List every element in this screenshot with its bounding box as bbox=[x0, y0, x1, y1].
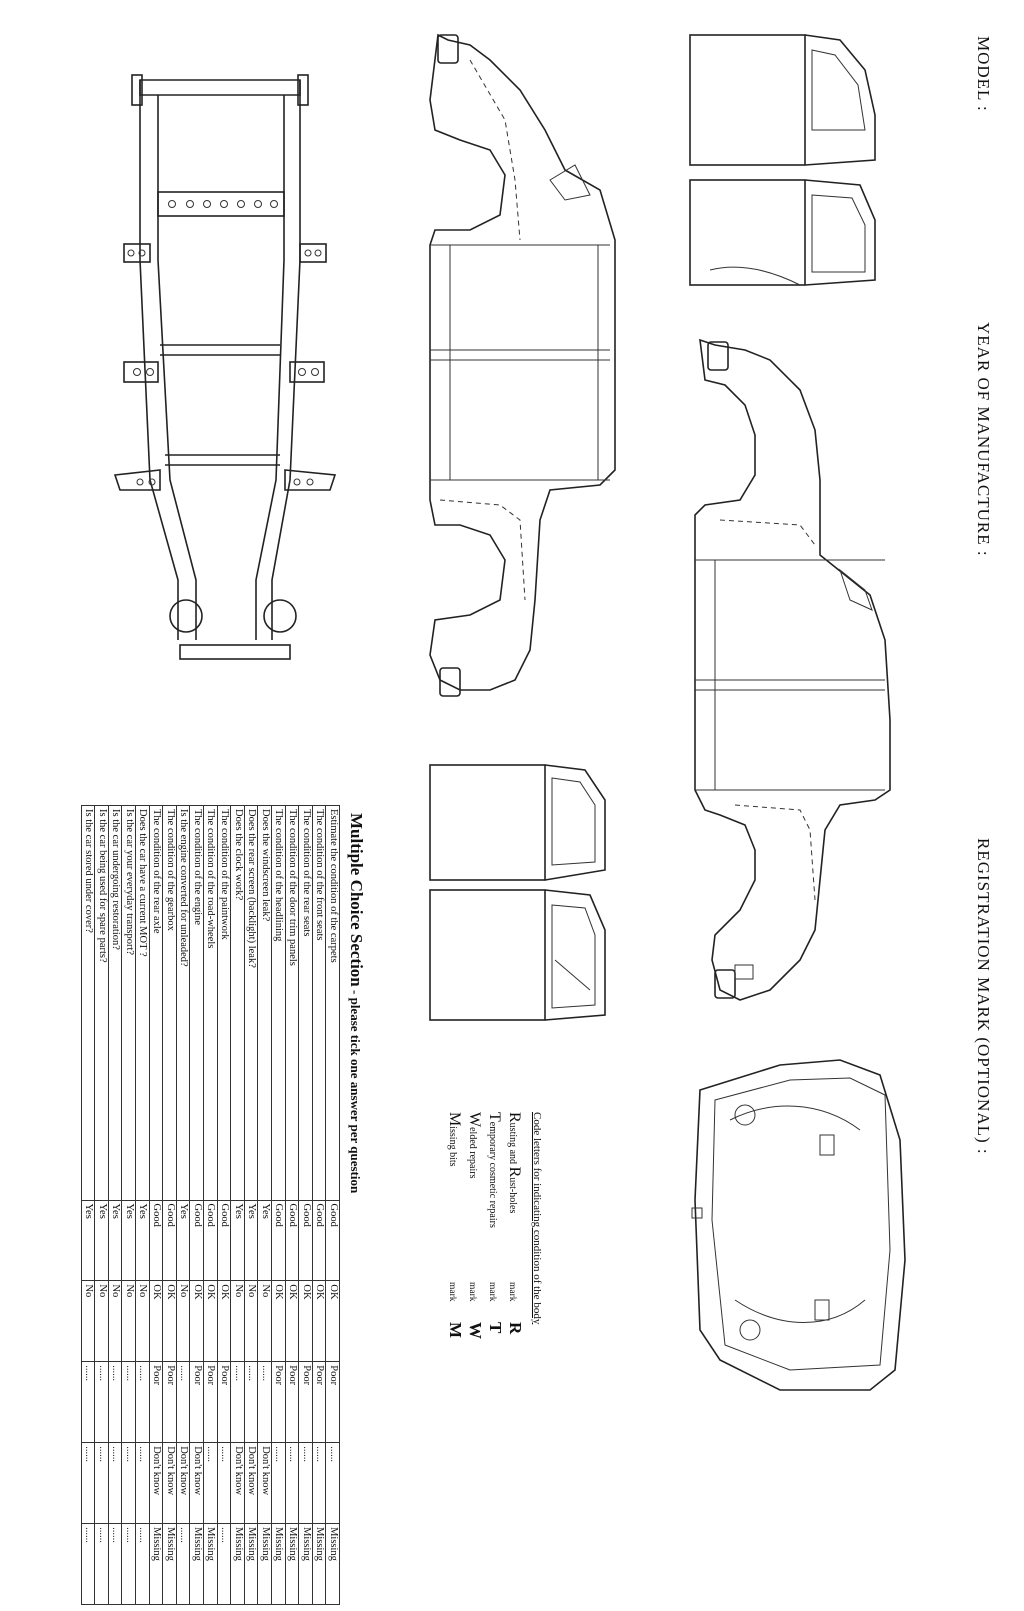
code-label-part: elded repairs bbox=[467, 1127, 478, 1179]
code-label bbox=[485, 1112, 503, 1282]
mc-answer-option[interactable]: Poor bbox=[190, 1362, 204, 1443]
mc-answer-option[interactable]: Yes bbox=[258, 1200, 272, 1281]
mc-answer-option[interactable]: OK bbox=[217, 1281, 231, 1362]
mc-row bbox=[190, 806, 204, 1605]
mc-answer-option[interactable]: ...... bbox=[81, 1362, 95, 1443]
mc-answer-option[interactable]: Poor bbox=[149, 1362, 163, 1443]
door-panels-top bbox=[690, 35, 875, 285]
mc-answer-option[interactable]: ...... bbox=[244, 1362, 258, 1443]
mc-answer-option[interactable]: Good bbox=[312, 1200, 326, 1281]
mc-answer-option[interactable]: Don't know bbox=[190, 1443, 204, 1524]
mc-answer-option[interactable]: Poor bbox=[299, 1362, 313, 1443]
mc-row bbox=[299, 806, 313, 1605]
mc-row bbox=[204, 806, 218, 1605]
mc-answer-option[interactable]: No bbox=[81, 1281, 95, 1362]
registration-mark-label: REGISTRATION MARK (OPTIONAL) : bbox=[974, 838, 993, 1155]
mc-answer-option[interactable]: ...... bbox=[122, 1443, 136, 1524]
mc-answer-option[interactable]: ...... bbox=[108, 1362, 122, 1443]
code-legend-rows bbox=[445, 1112, 525, 1372]
mc-answer-option[interactable]: Missing bbox=[204, 1524, 218, 1605]
mc-answer-option[interactable]: No bbox=[122, 1281, 136, 1362]
mc-answer-option[interactable]: ...... bbox=[299, 1443, 313, 1524]
mc-answer-option[interactable]: Missing bbox=[231, 1524, 245, 1605]
mc-answer-option[interactable]: Don't know bbox=[176, 1443, 190, 1524]
mc-answer-option[interactable]: Poor bbox=[312, 1362, 326, 1443]
mc-answer-option[interactable]: ...... bbox=[122, 1362, 136, 1443]
door-panels-bottom bbox=[430, 765, 605, 1020]
mc-answer-option[interactable]: OK bbox=[149, 1281, 163, 1362]
code-legend-row bbox=[465, 1112, 485, 1372]
mc-answer-option[interactable]: Missing bbox=[244, 1524, 258, 1605]
mc-answer-option[interactable]: Missing bbox=[149, 1524, 163, 1605]
mc-answer-option[interactable]: Yes bbox=[244, 1200, 258, 1281]
mc-answer-option[interactable]: OK bbox=[326, 1281, 340, 1362]
mc-answer-option[interactable]: Good bbox=[190, 1200, 204, 1281]
mc-question: The condition of the rear axle bbox=[149, 806, 163, 1201]
multiple-choice-table bbox=[81, 805, 340, 1605]
model-label: MODEL : bbox=[974, 36, 993, 112]
mc-answer-option[interactable]: ...... bbox=[285, 1443, 299, 1524]
mc-row bbox=[108, 806, 122, 1605]
mc-answer-option[interactable]: OK bbox=[299, 1281, 313, 1362]
mc-question: Is the car undergoing restoration? bbox=[108, 806, 122, 1201]
mc-answer-option[interactable]: Poor bbox=[204, 1362, 218, 1443]
code-label-part: emporary cosmetic repairs bbox=[487, 1121, 498, 1228]
code-legend-row bbox=[485, 1112, 505, 1372]
mc-row bbox=[149, 806, 163, 1605]
mc-answer-option[interactable]: ...... bbox=[136, 1362, 150, 1443]
mc-question: Does the car have a current MOT ? bbox=[136, 806, 150, 1201]
mc-answer-option[interactable]: Missing bbox=[326, 1524, 340, 1605]
mc-answer-option[interactable]: No bbox=[244, 1281, 258, 1362]
mc-answer-option[interactable]: ...... bbox=[326, 1443, 340, 1524]
mc-question: The condition of the gearbox bbox=[163, 806, 177, 1201]
mc-question: The condition of the front seats bbox=[312, 806, 326, 1201]
code-mark-word: mark bbox=[487, 1282, 497, 1302]
mc-answer-option[interactable]: ...... bbox=[312, 1443, 326, 1524]
code-letter: W bbox=[466, 1322, 485, 1339]
mc-answer-option[interactable]: OK bbox=[272, 1281, 286, 1362]
mc-answer-option[interactable]: ...... bbox=[95, 1362, 109, 1443]
mc-answer-option[interactable]: No bbox=[258, 1281, 272, 1362]
mc-answer-option[interactable]: OK bbox=[163, 1281, 177, 1362]
mc-answer-option[interactable]: Good bbox=[299, 1200, 313, 1281]
mc-row bbox=[81, 806, 95, 1605]
mc-question: Does the rear screen (backlight) leak? bbox=[244, 806, 258, 1201]
mc-answer-option[interactable]: OK bbox=[285, 1281, 299, 1362]
mc-answer-option[interactable]: OK bbox=[312, 1281, 326, 1362]
mc-answer-option[interactable]: Poor bbox=[272, 1362, 286, 1443]
mc-answer-option[interactable]: Poor bbox=[285, 1362, 299, 1443]
mc-answer-option[interactable]: ...... bbox=[231, 1362, 245, 1443]
code-label bbox=[465, 1112, 483, 1282]
mc-answer-option[interactable]: Good bbox=[272, 1200, 286, 1281]
mc-answer-option[interactable]: No bbox=[108, 1281, 122, 1362]
mc-answer-option[interactable]: Good bbox=[326, 1200, 340, 1281]
mc-answer-option[interactable]: ...... bbox=[108, 1443, 122, 1524]
mc-question: The condition of the rear seats bbox=[299, 806, 313, 1201]
code-label-part: M bbox=[446, 1112, 463, 1127]
mc-question: Does the clock work? bbox=[231, 806, 245, 1201]
mc-answer-option[interactable]: ...... bbox=[258, 1362, 272, 1443]
code-legend-row bbox=[505, 1112, 525, 1372]
mc-answer-option[interactable]: No bbox=[176, 1281, 190, 1362]
mc-answer-option[interactable]: Missing bbox=[163, 1524, 177, 1605]
mc-answer-option[interactable]: ...... bbox=[136, 1524, 150, 1605]
mc-question: The condition of the engine bbox=[190, 806, 204, 1201]
mc-row bbox=[326, 806, 340, 1605]
mc-question: Is the car being used for spare parts? bbox=[95, 806, 109, 1201]
mc-answer-option[interactable]: Poor bbox=[217, 1362, 231, 1443]
mc-answer-option[interactable]: ...... bbox=[176, 1524, 190, 1605]
mc-answer-option[interactable]: ...... bbox=[122, 1524, 136, 1605]
body-side-right-diagram bbox=[695, 340, 890, 1000]
code-label-part: W bbox=[466, 1112, 483, 1128]
code-label-part: R bbox=[506, 1166, 523, 1178]
mc-answer-option[interactable]: ...... bbox=[136, 1443, 150, 1524]
mc-answer-option[interactable]: Yes bbox=[136, 1200, 150, 1281]
code-letter: T bbox=[486, 1322, 505, 1334]
mc-answer-option[interactable]: Don't know bbox=[244, 1443, 258, 1524]
multiple-choice-title bbox=[346, 813, 366, 1611]
condition-code-legend bbox=[423, 1112, 543, 1372]
mc-row bbox=[163, 806, 177, 1605]
mc-answer-option[interactable]: Don't know bbox=[231, 1443, 245, 1524]
year-of-manufacture-label: YEAR OF MANUFACTURE : bbox=[974, 322, 993, 557]
mc-answer-option[interactable]: Missing bbox=[190, 1524, 204, 1605]
mc-answer-option[interactable]: ...... bbox=[272, 1443, 286, 1524]
code-letter: R bbox=[506, 1322, 525, 1335]
mc-answer-option[interactable]: OK bbox=[204, 1281, 218, 1362]
mc-answer-option[interactable]: ...... bbox=[81, 1524, 95, 1605]
mc-answer-option[interactable]: Poor bbox=[326, 1362, 340, 1443]
code-label-part: ust-holes bbox=[507, 1177, 518, 1214]
mc-question: Estimate the condition of the carpets bbox=[326, 806, 340, 1201]
mc-question: The condition of the headlining bbox=[272, 806, 286, 1201]
code-label bbox=[505, 1112, 523, 1282]
mc-answer-option[interactable]: Missing bbox=[258, 1524, 272, 1605]
mc-answer-option[interactable]: Yes bbox=[122, 1200, 136, 1281]
mc-row bbox=[258, 806, 272, 1605]
code-mark-word: mark bbox=[447, 1282, 457, 1302]
mc-answer-option[interactable]: Good bbox=[285, 1200, 299, 1281]
mc-row bbox=[122, 806, 136, 1605]
code-legend-heading: Code letters for indicating condition of the body bbox=[531, 1112, 543, 1325]
mc-answer-option[interactable]: Yes bbox=[95, 1200, 109, 1281]
mc-answer-option[interactable]: ...... bbox=[217, 1443, 231, 1524]
mc-answer-option[interactable]: Yes bbox=[108, 1200, 122, 1281]
chassis-frame-diagram bbox=[115, 75, 335, 659]
mc-subtitle-text: - please tick one answer per question bbox=[348, 986, 363, 1194]
mc-question: Is the car your everyday transport? bbox=[122, 806, 136, 1201]
mc-answer-option[interactable]: ...... bbox=[95, 1443, 109, 1524]
mc-question: The condition of the paintwork bbox=[217, 806, 231, 1201]
mc-answer-option[interactable]: Missing bbox=[312, 1524, 326, 1605]
mc-answer-option[interactable]: Good bbox=[149, 1200, 163, 1281]
mc-answer-option[interactable]: Missing bbox=[272, 1524, 286, 1605]
mc-answer-option[interactable]: ...... bbox=[217, 1524, 231, 1605]
mc-answer-option[interactable]: Don't know bbox=[258, 1443, 272, 1524]
mc-answer-option[interactable]: Yes bbox=[81, 1200, 95, 1281]
mc-answer-option[interactable]: ...... bbox=[204, 1443, 218, 1524]
mc-answer-option[interactable]: No bbox=[136, 1281, 150, 1362]
mc-answer-option[interactable]: Don't know bbox=[163, 1443, 177, 1524]
mc-answer-option[interactable]: Yes bbox=[231, 1200, 245, 1281]
code-legend-row bbox=[445, 1112, 465, 1372]
multiple-choice-section bbox=[53, 805, 368, 1611]
mc-answer-option[interactable]: Good bbox=[217, 1200, 231, 1281]
code-mark-word: mark bbox=[507, 1282, 517, 1302]
code-label bbox=[445, 1112, 463, 1282]
mc-question: The condition of the road-wheels bbox=[204, 806, 218, 1201]
mc-question: Is the car stored under cover? bbox=[81, 806, 95, 1201]
mc-row bbox=[176, 806, 190, 1605]
mc-answer-option[interactable]: No bbox=[231, 1281, 245, 1362]
mc-answer-option[interactable]: Missing bbox=[299, 1524, 313, 1605]
code-label-part: issing bits bbox=[447, 1126, 458, 1167]
code-mark-word: mark bbox=[467, 1282, 477, 1302]
mc-question: Is the engine converted for unleaded? bbox=[176, 806, 190, 1201]
mc-row bbox=[244, 806, 258, 1605]
mc-row bbox=[231, 806, 245, 1605]
mc-row bbox=[272, 806, 286, 1605]
mc-row bbox=[285, 806, 299, 1605]
mc-question: Does the windscreen leak? bbox=[258, 806, 272, 1201]
mc-row bbox=[217, 806, 231, 1605]
body-side-left-diagram bbox=[430, 35, 615, 696]
mc-answer-option[interactable]: Missing bbox=[285, 1524, 299, 1605]
floor-pan-diagram bbox=[692, 1060, 905, 1390]
mc-answer-option[interactable]: ...... bbox=[176, 1362, 190, 1443]
code-letter: M bbox=[446, 1322, 465, 1339]
mc-row bbox=[95, 806, 109, 1605]
code-label-part: T bbox=[486, 1112, 503, 1122]
mc-title-text: Multiple Choice Section bbox=[347, 813, 366, 987]
mc-answer-option[interactable]: Good bbox=[204, 1200, 218, 1281]
mc-answer-option[interactable]: ...... bbox=[81, 1443, 95, 1524]
code-label-part: usting and bbox=[507, 1122, 518, 1167]
code-label-part: R bbox=[506, 1112, 523, 1123]
mc-answer-option[interactable]: ...... bbox=[108, 1524, 122, 1605]
mc-answer-option[interactable]: ...... bbox=[95, 1524, 109, 1605]
mc-question: The condition of the door trim panels bbox=[285, 806, 299, 1201]
mc-answer-option[interactable]: No bbox=[95, 1281, 109, 1362]
mc-answer-option[interactable]: Good bbox=[163, 1200, 177, 1281]
mc-row bbox=[136, 806, 150, 1605]
mc-answer-option[interactable]: Yes bbox=[176, 1200, 190, 1281]
mc-answer-option[interactable]: Poor bbox=[163, 1362, 177, 1443]
mc-answer-option[interactable]: Don't know bbox=[149, 1443, 163, 1524]
mc-row bbox=[312, 806, 326, 1605]
mc-answer-option[interactable]: OK bbox=[190, 1281, 204, 1362]
